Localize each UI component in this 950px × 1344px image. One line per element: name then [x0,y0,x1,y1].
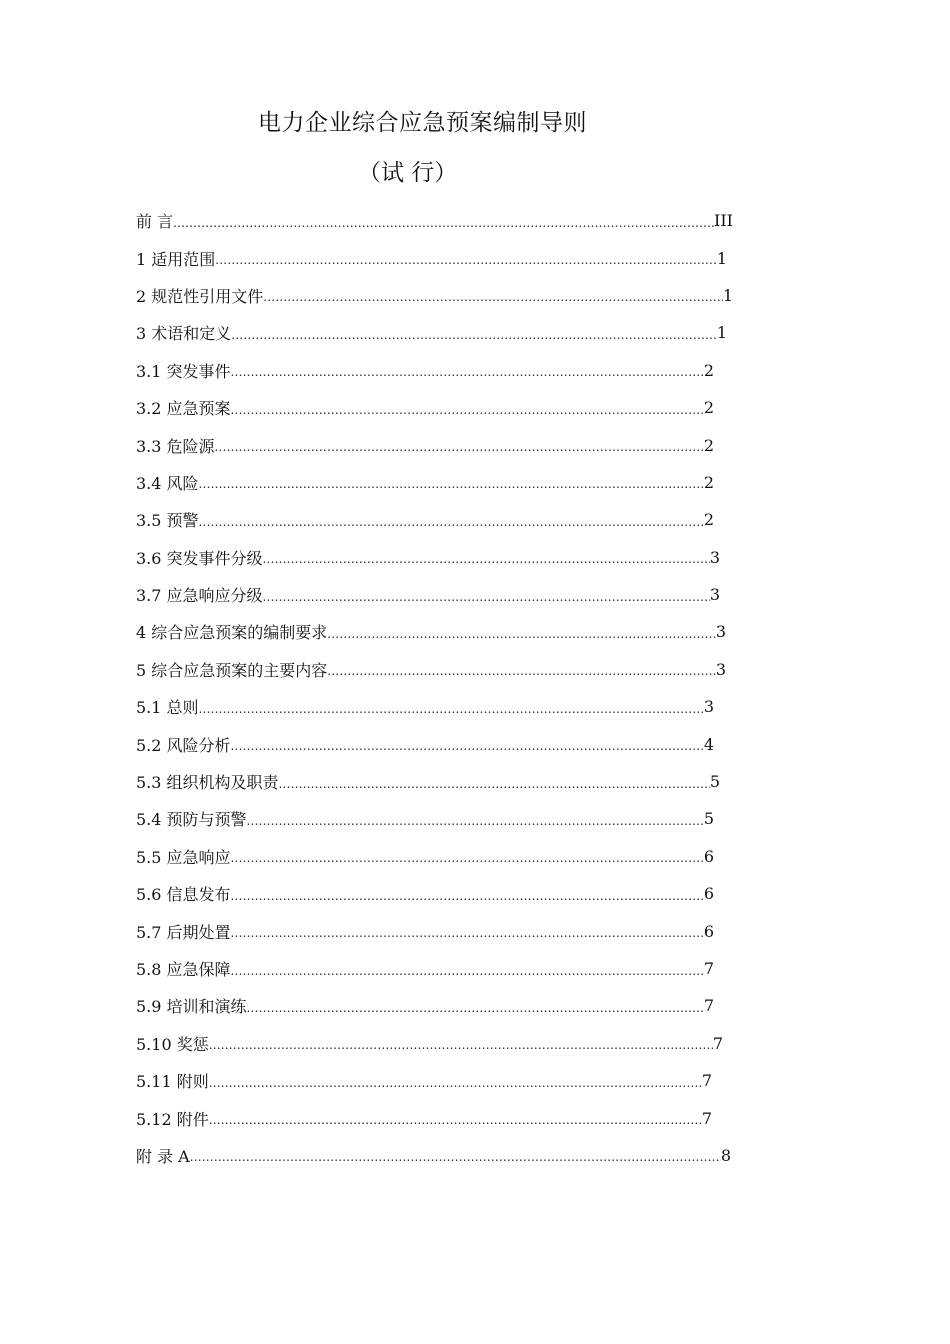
toc-entry[interactable] [136,987,714,1024]
toc-leader-dots [231,889,704,903]
toc-entry-label: 5.5 应急响应 [136,847,231,867]
toc-entry-page: 6 [703,846,714,866]
toc-entry-label: 5.11 附则 [136,1072,209,1092]
toc-entry[interactable] [136,688,714,725]
toc-entry-label: 5.1 总则 [136,698,199,718]
toc-entry[interactable] [136,1137,731,1174]
toc-entry[interactable] [136,539,720,576]
toc-entry-label: 3.1 突发事件 [136,361,231,381]
toc-leader-dots [231,739,704,753]
toc-leader-dots [209,1076,702,1090]
toc-leader-dots [279,777,710,791]
toc-entry[interactable] [136,613,726,650]
toc-leader-dots [247,1001,704,1015]
toc-entry[interactable] [136,501,714,538]
toc-entry-page: 3 [709,585,720,605]
toc-entry-page: 8 [720,1145,731,1165]
toc-entry-label: 5.8 应急保障 [136,960,231,979]
toc-entry-page: 7 [701,1071,712,1091]
toc-entry-page: 1 [722,285,733,305]
toc-entry[interactable] [136,202,733,239]
toc-entry-page: 6 [703,884,714,904]
toc-entry-page: 2 [703,398,714,418]
toc-entry-page: 7 [701,1108,712,1128]
toc-entry-page: 2 [703,510,714,530]
toc-entry[interactable] [136,838,714,875]
toc-entry-label: 3 术语和定义 [136,324,232,344]
toc-entry[interactable] [136,725,714,762]
toc-entry-label: 5.6 信息发布 [136,885,231,905]
toc-entry[interactable] [136,912,714,949]
document-title: 电力企业综合应急预案编制导则 [258,110,587,136]
toc-leader-dots [327,664,716,678]
toc-leader-dots [263,290,723,304]
toc-leader-dots [209,1038,713,1052]
toc-entry-page: 2 [703,360,714,380]
toc-entry-label: 3.5 预警 [136,511,199,531]
toc-entry-page: 4 [703,734,714,754]
toc-entry-label: 3.3 危险源 [136,436,215,456]
toc-entry-label: 5.9 培训和演练 [136,997,247,1017]
toc-entry-label: 5.3 组织机构及职责 [136,773,279,793]
toc-leader-dots [327,627,716,641]
toc-entry[interactable] [136,651,726,688]
toc-entry-label: 前 言 [136,212,174,232]
toc-leader-dots [199,477,704,491]
toc-entry-label: 5 综合应急预案的主要内容 [136,660,328,680]
document-subtitle: （试 行） [358,160,458,186]
toc-entry-page: 3 [715,622,726,642]
toc-leader-dots [231,964,704,978]
toc-entry-page: 3 [703,697,714,717]
toc-entry-label: 5.12 附件 [136,1109,209,1129]
toc-entry[interactable] [136,464,714,501]
toc-leader-dots [231,365,704,379]
toc-leader-dots [231,328,717,342]
toc-leader-dots [199,515,704,529]
toc-entry-page: 3 [715,659,726,679]
toc-leader-dots [209,1113,702,1127]
toc-entry[interactable] [136,576,720,613]
toc-entry[interactable] [136,1062,712,1099]
toc-entry-page: 6 [703,921,714,941]
toc-entry[interactable] [136,875,714,912]
toc-entry-page: 5 [709,772,720,792]
toc-leader-dots [231,926,704,940]
toc-entry-label: 2 规范性引用文件 [136,286,264,306]
toc-entry-page: 1 [716,248,727,268]
toc-entry-page: 3 [709,547,720,567]
toc-entry[interactable] [136,314,727,351]
toc-entry-label: 3.6 突发事件分级 [136,548,263,568]
toc-leader-dots [247,814,704,828]
toc-entry[interactable] [136,277,733,314]
toc-entry-page: 7 [712,1033,723,1053]
toc-leader-dots [263,552,710,566]
toc-entry-label: 5.4 预防与预警 [136,810,247,830]
toc-leader-dots [263,590,710,604]
toc-entry[interactable] [136,1025,723,1062]
toc-entry-page: 2 [703,435,714,455]
toc-leader-dots [215,253,717,267]
toc-entry[interactable] [136,389,714,426]
toc-entry-label: 5.10 奖惩 [136,1034,209,1054]
toc-entry-label: 5.2 风险分析 [136,735,231,755]
toc-entry-page: 1 [716,323,727,343]
toc-leader-dots [173,216,714,230]
toc-leader-dots [199,702,704,716]
toc-leader-dots [190,1150,721,1164]
toc-entry[interactable] [136,239,727,276]
toc-entry-label: 3.2 应急预案 [136,399,231,419]
toc-entry-page: 2 [703,472,714,492]
toc-entry[interactable] [136,426,714,463]
toc-entry[interactable] [136,352,714,389]
toc-entry[interactable] [136,800,714,837]
toc-entry-label: 5.7 后期处置 [136,922,231,942]
toc-leader-dots [231,851,704,865]
table-of-contents [136,202,756,1174]
toc-entry-page: III [714,211,733,231]
toc-entry-label: 附 录 A [136,1146,190,1166]
toc-entry-label: 3.7 应急响应分级 [136,586,263,606]
toc-entry[interactable] [136,950,714,987]
toc-entry[interactable] [136,763,720,800]
toc-entry[interactable] [136,1099,712,1136]
toc-leader-dots [231,403,704,417]
toc-entry-label: 1 适用范围 [136,249,216,269]
toc-entry-label: 3.4 风险 [136,473,199,493]
toc-entry-label: 4 综合应急预案的编制要求 [136,623,328,643]
toc-entry-page: 7 [703,959,714,978]
toc-entry-page: 7 [703,996,714,1016]
toc-leader-dots [215,440,704,454]
toc-entry-page: 5 [703,809,714,829]
